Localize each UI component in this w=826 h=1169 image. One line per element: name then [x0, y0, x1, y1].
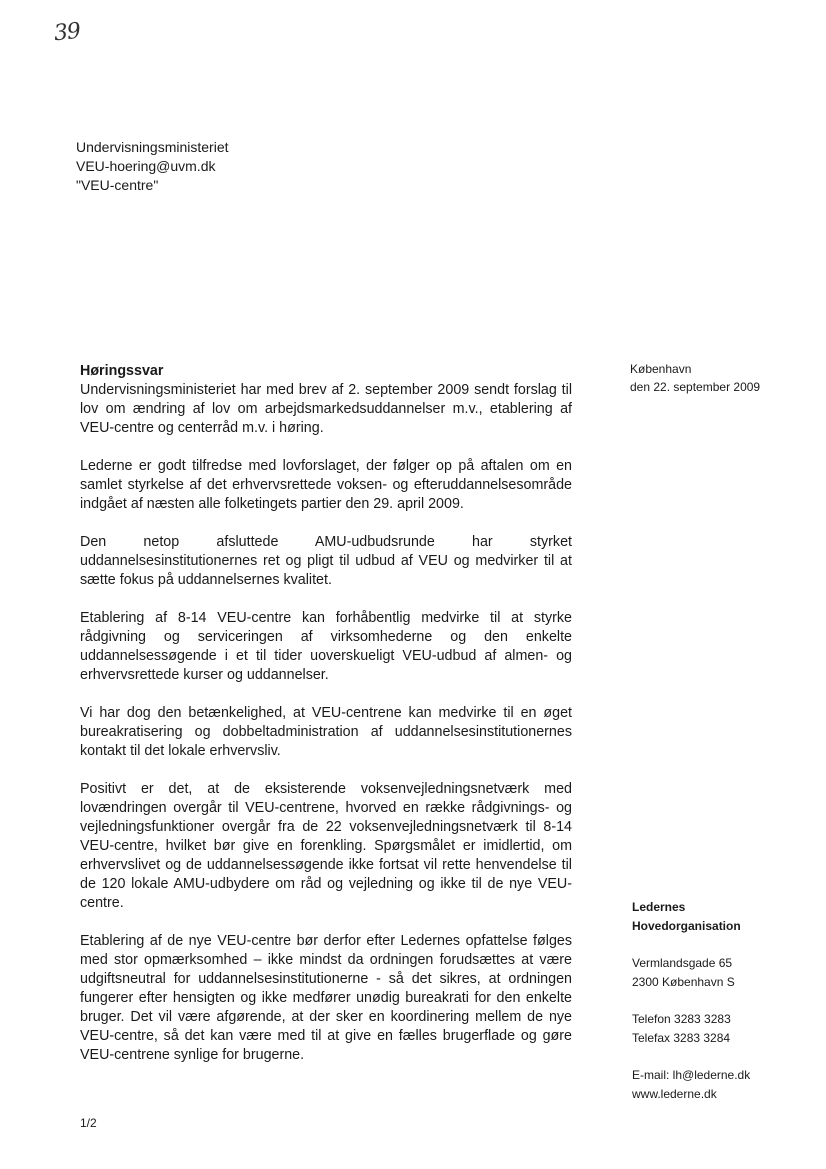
handwritten-page-mark: 39 [52, 18, 82, 47]
paragraph: Etablering af de nye VEU-centre bør derfor efter Ledernes opfattelse følges med stor opmærksomhed – ikke mindst da ordningen forudsættes at være udgiftsneutral for uddannelsesinstitutionerne - så det sikres, at ordningen fungerer efter hensigten og ikke medfører unødig bureakrati for den enkelte bruger. Det vil være afgørende, at der sker en koordinering mellem de nye VEU-centre, så det kan være med til at give en fælles brugerflade og gøre VEU-centrene synlige for brugerne. [80, 933, 572, 1063]
sender-phone-fax [632, 1010, 750, 1048]
recipient-address [76, 138, 229, 195]
sender-info [632, 898, 750, 1122]
date: den 22. september 2009 [630, 380, 761, 394]
place: København [630, 362, 692, 376]
page-number: 1/2 [80, 1116, 97, 1130]
paragraph: Lederne er godt tilfredse med lovforslaget, der følger op på aftalen om en samlet styrkelse af det erhvervsrettede voksen- og efteruddannelsesområde indgået af næsten alle folketingets partier den 29. april 2009. [80, 458, 572, 512]
phone: Telefon 3283 3283 [632, 1012, 731, 1026]
paragraph: Etablering af 8-14 VEU-centre kan forhåbentlig medvirke til at styrke rådgivning og serviceringen af virksomhederne og den enkelte uddannelsessøgende i et til tider uoverskueligt VEU-udbud af almen- og erhvervsrettede kurser og uddannelser. [80, 610, 572, 683]
recipient-subject: "VEU-centre" [76, 177, 159, 193]
recipient-name: Undervisningsministeriet [76, 139, 229, 155]
website-link[interactable]: www.lederne.dk [632, 1087, 717, 1101]
postal-city: 2300 København S [632, 975, 735, 989]
paragraph: Vi har dog den betænkelighed, at VEU-centrene kan medvirke til en øget bureakratisering og dobbeltadministration af uddannelsesinstitutionernes kontakt til det lokale erhvervsliv. [80, 705, 572, 759]
letter-body [80, 362, 572, 1084]
sender-organisation [632, 898, 750, 936]
street: Vermlandsgade 65 [632, 956, 733, 970]
paragraph: Den netop afsluttede AMU-udbudsrunde har styrket uddannelsesinstitutionernes ret og pligt til udbud af VEU og medvirker til at sætte fokus på uddannelsernes kvalitet. [80, 534, 572, 588]
org-name-line2: Hovedorganisation [632, 919, 741, 933]
sender-address [632, 954, 750, 992]
email-link[interactable]: E-mail: lh@lederne.dk [632, 1068, 751, 1082]
sender-online [632, 1066, 750, 1104]
letter-heading: Høringssvar [80, 363, 164, 379]
org-name-line1: Ledernes [632, 900, 686, 914]
fax: Telefax 3283 3284 [632, 1031, 731, 1045]
recipient-email: VEU-hoering@uvm.dk [76, 158, 216, 174]
place-and-date [630, 360, 760, 396]
paragraph: Undervisningsministeriet har med brev af 2. september 2009 sendt forslag til lov om ændring af lov om arbejdsmarkedsuddannelser m.v., etablering af VEU-centre og centerråd m.v. i høring. [80, 382, 572, 436]
paragraph: Positivt er det, at de eksisterende voksenvejledningsnetværk med lovændringen overgår til VEU-centrene, hvorved en række rådgivnings- og vejledningsfunktioner overgår fra de 22 voksenvejledningsnetværk til 8-14 VEU-centre, hvilket bør give en forenkling. Spørgsmålet er imidlertid, om erhvervslivet og de uddannelsessøgende ikke fortsat vil rette henvendelse til de 120 lokale AMU-udbydere om råd og vejledning og ikke til de nye VEU-centre. [80, 781, 572, 911]
